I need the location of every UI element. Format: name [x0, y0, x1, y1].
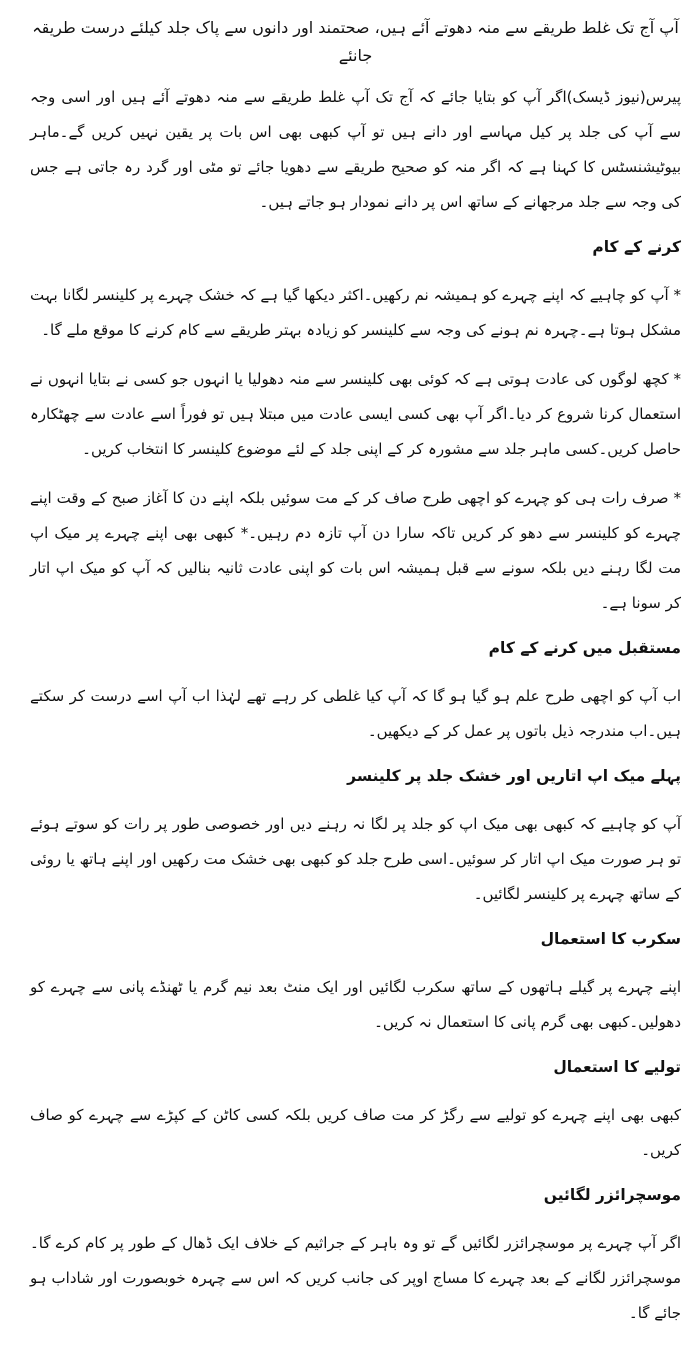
scrub-paragraph: اپنے چہرے پر گیلے ہاتھوں کے ساتھ سکرب لگائیں اور ایک منٹ بعد نیم گرم یا ٹھنڈے پانی سے چہرے کو دھولیں۔کبھی بھی گرم پانی کا استعمال نہ کریں۔	[30, 978, 681, 1031]
tasks-paragraph-2: * کچھ لوگوں کی عادت ہوتی ہے کہ کوئی بھی کلینسر سے منہ دھولیا یا انہوں جو کسی نے بتایا انہوں نے استعمال کرنا شروع کر دیا۔اگر آپ بھی کسی ایسی عادت میں مبتلا ہیں تو فوراً اسے عادت سے چھٹکارہ حاصل کریں۔کسی ماہر جلد سے مشورہ کر کے اپنی جلد کے لئے موضوع کلینسر کا انتخاب کریں۔	[30, 370, 681, 458]
tasks-paragraph-3: * صرف رات ہی کو چہرے کو اچھی طرح صاف کر کے مت سوئیں بلکہ اپنے دن کا آغاز صبح کے وقت اپنے چہرے کو کلینسر سے دھو کر کریں تاکہ سارا دن آپ تازہ دم رہیں۔* کبھی بھی اپنے چہرے پر میک اپ مت لگا رہنے دیں بلکہ سونے سے قبل ہمیشہ اس بات کو اپنی عادت ثانیہ بنالیں کہ آپ کو میک اپ اتار کر سونا ہے۔	[30, 489, 681, 612]
intro-paragraph: پیرس(نیوز ڈیسک)اگر آپ کو بتایا جائے کہ آج تک آپ غلط طریقے سے منہ دھوتے آئے ہیں اور اسی وجہ سے آپ کی جلد پر کیل مہاسے اور دانے ہیں تو آپ کبھی بھی اس بات پر یقین نہیں کریں گے۔ماہر بیوٹیشنسٹس کا کہنا ہے کہ اگر منہ کو صحیح طریقے سے دھویا جائے تو مٹی اور گرد رہ جاتی ہے جس کی وجہ سے جلد مرجھانے کے ساتھ اس پر دانے نمودار ہو جاتے ہیں۔	[30, 88, 681, 211]
makeup-paragraph: آپ کو چاہیے کہ کبھی بھی میک اپ کو جلد پر لگا نہ رہنے دیں اور خصوصی طور پر رات کو سوتے ہوئے تو ہر صورت میک اپ اتار کر سوئیں۔اسی طرح جلد کو کبھی بھی خشک مت رکھیں اور اپنے ہاتھ یا روئی کے ساتھ چہرے پر کلینسر لگائیں۔	[30, 815, 681, 903]
section-heading-tasks: کرنے کے کام	[592, 238, 681, 256]
section-heading-towel: تولیے کا استعمال	[553, 1058, 681, 1076]
section-heading-future-tasks: مستقبل میں کرنے کے کام	[488, 639, 681, 657]
article-title: آپ آج تک غلط طریقے سے منہ دھوتے آئے ہیں، صحتمند اور دانوں سے پاک جلد کیلئے درست طریقہ جانئے	[32, 18, 679, 65]
towel-paragraph: کبھی بھی اپنے چہرے کو تولیے سے رگڑ کر مت صاف کریں بلکہ کسی کاٹن کے کپڑے سے چہرے کو صاف کریں۔	[30, 1106, 681, 1159]
moisturizer-paragraph: اگر آپ چہرے پر موسچرائزر لگائیں گے تو وہ باہر کے جراثیم کے خلاف ایک ڈھال کے طور پر کام کرے گا۔موسچرائزر لگانے کے بعد چہرے کا مساج اوپر کی جانب کریں کہ اس سے چہرہ خوبصورت اور شاداب ہو جائے گا۔	[30, 1234, 681, 1322]
section-heading-scrub: سکرب کا استعمال	[540, 930, 681, 948]
future-tasks-paragraph: اب آپ کو اچھی طرح علم ہو گیا ہو گا کہ آپ کیا غلطی کر رہے تھے لہٰذا اب آپ اسے درست کر سکتے ہیں۔اب مندرجہ ذیل باتوں پر عمل کر کے دیکھیں۔	[30, 687, 681, 740]
section-heading-makeup: پہلے میک اپ اتاریں اور خشک جلد پر کلینسر	[347, 767, 681, 785]
section-heading-moisturizer: موسچرائزر لگائیں	[543, 1186, 681, 1204]
tasks-paragraph-1: * آپ کو چاہیے کہ اپنے چہرے کو ہمیشہ نم رکھیں۔اکثر دیکھا گیا ہے کہ خشک چہرے پر کلینسر لگانا بہت مشکل ہوتا ہے۔چہرہ نم ہونے کی وجہ سے کلینسر کو زیادہ بہتر طریقے سے کام کرنے کا موقع ملے گا۔	[30, 286, 681, 339]
